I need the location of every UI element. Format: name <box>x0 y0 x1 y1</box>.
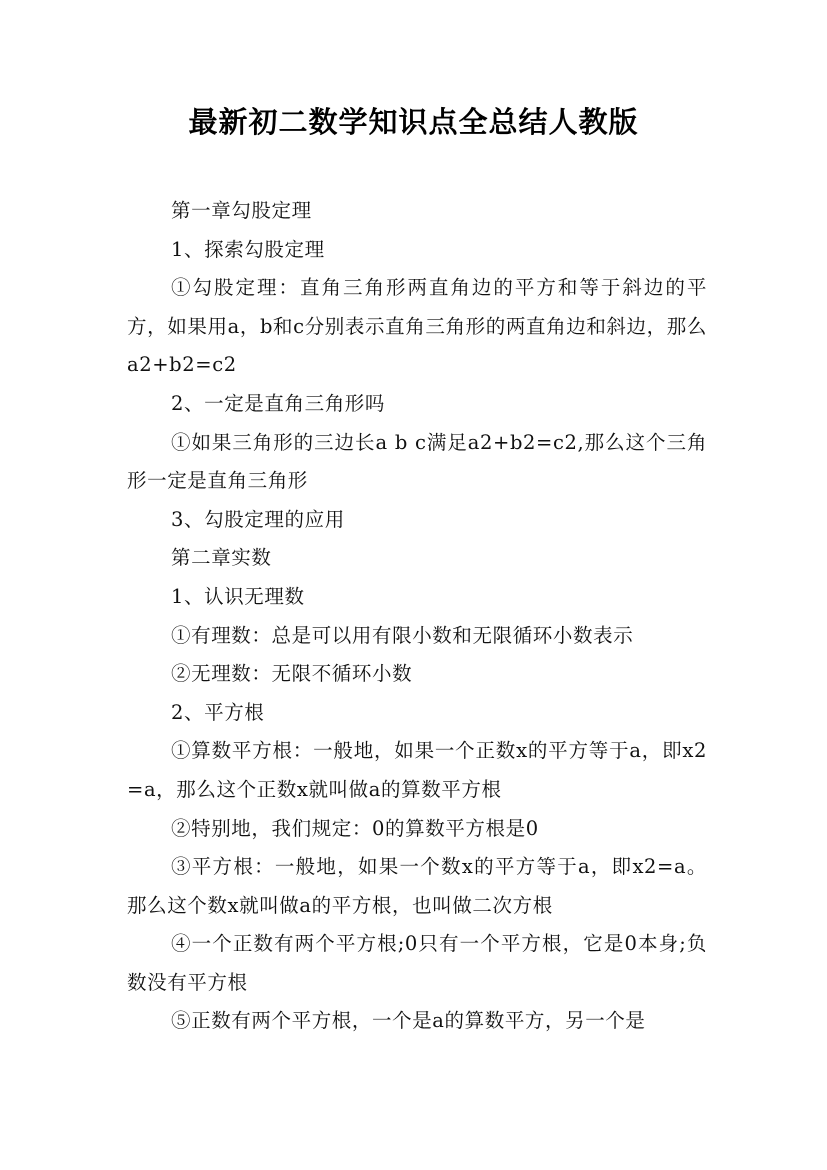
chapter-heading: 第一章勾股定理 <box>171 199 312 222</box>
body-paragraph: ③平方根：一般地，如果一个数x的平方等于a，即x2=a。那么这个数x就叫做a的平方根，也叫做二次方根 <box>127 855 707 917</box>
section-heading: 1、认识无理数 <box>171 584 305 608</box>
section-heading: 2、平方根 <box>171 700 265 724</box>
section-heading: 1、探索勾股定理 <box>171 237 325 261</box>
body-paragraph: ①勾股定理：直角三角形两直角边的平方和等于斜边的平方，如果用a，b和c分别表示直角三角形的两直角边和斜边，那么a2+b2=c2 <box>127 276 707 377</box>
chapter-heading: 第二章实数 <box>171 546 272 570</box>
body-paragraph: ②无理数：无限不循环小数 <box>171 662 413 686</box>
body-paragraph: ④一个正数有两个平方根;0只有一个平方根，它是0本身;负数没有平方根 <box>127 932 707 994</box>
document-title: 最新初二数学知识点全总结人教版 <box>188 105 639 139</box>
section-heading: 3、勾股定理的应用 <box>171 507 345 531</box>
body-paragraph: ⑤正数有两个平方根，一个是a的算数平方，另一个是 <box>171 1009 646 1033</box>
section-heading: 2、一定是直角三角形吗 <box>171 391 386 415</box>
body-paragraph: ①如果三角形的三边长a b c满足a2+b2=c2,那么这个三角形一定是直角三角形 <box>127 430 707 493</box>
body-paragraph: ②特别地，我们规定：0的算数平方根是0 <box>171 816 539 840</box>
body-paragraph: ①算数平方根：一般地，如果一个正数x的平方等于a，即x2=a，那么这个正数x就叫做a的算数平方根 <box>127 739 707 801</box>
document-body <box>127 192 707 1041</box>
body-paragraph: ①有理数：总是可以用有限小数和无限循环小数表示 <box>171 623 634 647</box>
